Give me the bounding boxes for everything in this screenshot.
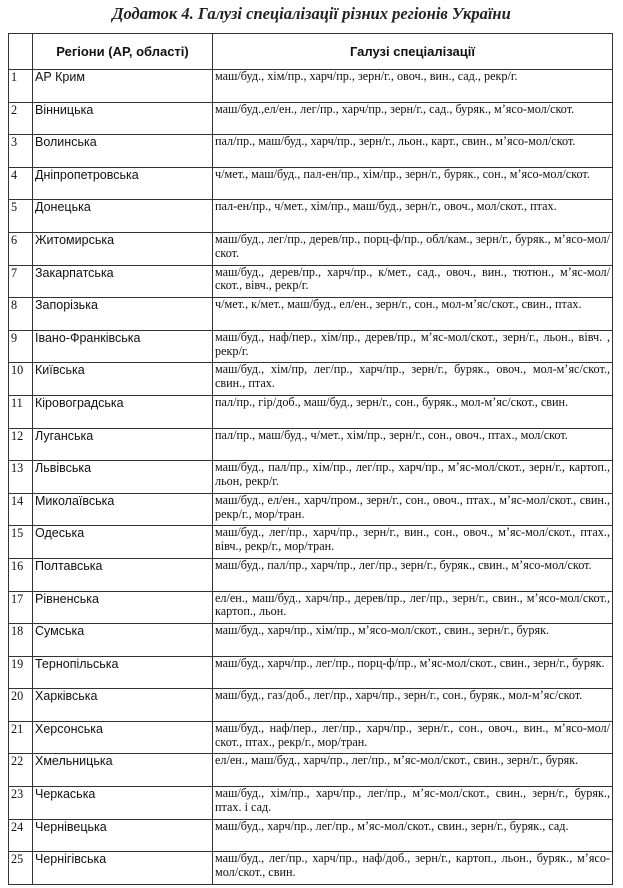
table-row — [9, 754, 613, 787]
region-column-header: Регіони (АР, області) — [33, 34, 213, 70]
table-row — [9, 265, 613, 298]
table-row — [9, 428, 613, 461]
row-number: 20 — [9, 689, 33, 722]
row-number: 22 — [9, 754, 33, 787]
row-number: 7 — [9, 265, 33, 298]
table-row — [9, 232, 613, 265]
specialization-branches: маш/буд., харч/пр., лег/пр., м’яс-мол/скот., свин., зерн/г., буряк., сад. — [213, 819, 613, 852]
region-name: Тернопільська — [33, 656, 213, 689]
table-row — [9, 787, 613, 820]
row-number: 15 — [9, 526, 33, 559]
table-row — [9, 461, 613, 494]
region-name: Полтавська — [33, 558, 213, 591]
table-row — [9, 363, 613, 396]
row-number: 3 — [9, 135, 33, 168]
table-row — [9, 656, 613, 689]
row-number: 8 — [9, 298, 33, 331]
table-row — [9, 526, 613, 559]
region-name: Волинська — [33, 135, 213, 168]
table-row — [9, 558, 613, 591]
number-column-header — [9, 34, 33, 70]
table-row — [9, 852, 613, 885]
region-name: Кіровоградська — [33, 395, 213, 428]
specialization-branches: пал/пр., маш/буд., ч/мет., хім/пр., зерн/г., сон., овоч., птах., мол/скот. — [213, 428, 613, 461]
row-number: 21 — [9, 721, 33, 754]
specialization-branches: маш/буд., лег/пр., харч/пр., зерн/г., вин., сон., овоч., м’яс-мол/скот., птах., вівч., рекр/г., мор/тран. — [213, 526, 613, 559]
row-number: 11 — [9, 395, 33, 428]
table-row — [9, 721, 613, 754]
region-name: Сумська — [33, 624, 213, 657]
table-row — [9, 298, 613, 331]
specialization-branches: маш/буд., харч/пр., хім/пр., м’ясо-мол/скот., свин., зерн/г., буряк. — [213, 624, 613, 657]
region-name: Рівненська — [33, 591, 213, 624]
region-name: Київська — [33, 363, 213, 396]
table-body — [9, 70, 613, 885]
table-row — [9, 819, 613, 852]
region-name: Чернівецька — [33, 819, 213, 852]
table-row — [9, 689, 613, 722]
specialization-branches: маш/буд., лег/пр., дерев/пр., порц-ф/пр., обл/кам., зерн/г., буряк., м’ясо-мол/скот. — [213, 232, 613, 265]
specialization-branches: маш/буд., ел/ен., харч/пром., зерн/г., сон., овоч., птах., м’яс-мол/скот., свин., рекр/г., мор/тран. — [213, 493, 613, 526]
table-row — [9, 200, 613, 233]
row-number: 4 — [9, 167, 33, 200]
table-row — [9, 135, 613, 168]
region-name: Запорізька — [33, 298, 213, 331]
region-name: Черкаська — [33, 787, 213, 820]
region-name: Вінницька — [33, 102, 213, 135]
row-number: 23 — [9, 787, 33, 820]
specialization-branches: маш/буд., газ/доб., лег/пр., харч/пр., зерн/г., сон., буряк., мол-м’яс/скот. — [213, 689, 613, 722]
region-name: Житомирська — [33, 232, 213, 265]
row-number: 16 — [9, 558, 33, 591]
region-name: Хмельницька — [33, 754, 213, 787]
specialization-branches: маш/буд., пал/пр., харч/пр., лег/пр., зерн/г., буряк., свин., м’ясо-мол/скот. — [213, 558, 613, 591]
specialization-branches: маш/буд., наф/пер., лег/пр., харч/пр., зерн/г., сон., овоч., вин., м’ясо-мол/скот., птах., рекр/г., мор/тран. — [213, 721, 613, 754]
row-number: 18 — [9, 624, 33, 657]
region-name: АР Крим — [33, 70, 213, 103]
region-name: Миколаївська — [33, 493, 213, 526]
table-row — [9, 493, 613, 526]
row-number: 5 — [9, 200, 33, 233]
specialization-branches: маш/буд.,ел/ен., лег/пр., харч/пр., зерн/г., сад., буряк., м’ясо-мол/скот. — [213, 102, 613, 135]
specialization-branches: пал-ен/пр., ч/мет., хім/пр., маш/буд., зерн/г., овоч., мол/скот., птах. — [213, 200, 613, 233]
row-number: 25 — [9, 852, 33, 885]
row-number: 13 — [9, 461, 33, 494]
table-row — [9, 395, 613, 428]
branches-column-header: Галузі спеціалізації — [213, 34, 613, 70]
specialization-branches: пал/пр., маш/буд., харч/пр., зерн/г., льон., карт., свин., м’ясо-мол/скот. — [213, 135, 613, 168]
specialization-branches: маш/буд., хім/пр, лег/пр., харч/пр., зерн/г., буряк., овоч., мол-м’яс/скот., свин., птах. — [213, 363, 613, 396]
row-number: 17 — [9, 591, 33, 624]
row-number: 6 — [9, 232, 33, 265]
row-number: 12 — [9, 428, 33, 461]
region-name: Луганська — [33, 428, 213, 461]
specialization-branches: ел/ен., маш/буд., харч/пр., лег/пр., м’яс-мол/скот., свин., зерн/г., буряк. — [213, 754, 613, 787]
region-name: Харківська — [33, 689, 213, 722]
region-name: Дніпропетровська — [33, 167, 213, 200]
table-row — [9, 167, 613, 200]
specialization-branches: маш/буд., хім/пр., харч/пр., зерн/г., овоч., вин., сад., рекр/г. — [213, 70, 613, 103]
region-name: Донецька — [33, 200, 213, 233]
table-row — [9, 102, 613, 135]
region-name: Чернігівська — [33, 852, 213, 885]
table-row — [9, 624, 613, 657]
row-number: 19 — [9, 656, 33, 689]
table-row — [9, 330, 613, 363]
specialization-branches: маш/буд., дерев/пр., харч/пр., к/мет., сад., овоч., вин., тютюн., м’яс-мол/ скот., вівч., рекр/г. — [213, 265, 613, 298]
row-number: 1 — [9, 70, 33, 103]
row-number: 2 — [9, 102, 33, 135]
table-header-row — [9, 34, 613, 70]
row-number: 9 — [9, 330, 33, 363]
page-title: Додаток 4. Галузі спеціалізації різних регіонів України — [112, 4, 511, 23]
region-name: Івано-Франківська — [33, 330, 213, 363]
table-row — [9, 70, 613, 103]
specialization-branches: маш/буд., хім/пр., харч/пр., лег/пр., м’яс-мол/скот., свин., зерн/г., буряк., птах. і сад. — [213, 787, 613, 820]
region-name: Львівська — [33, 461, 213, 494]
specialization-branches: пал/пр., гір/доб., маш/буд., зерн/г., сон., буряк., мол-м’яс/скот., свин. — [213, 395, 613, 428]
region-name: Закарпатська — [33, 265, 213, 298]
row-number: 24 — [9, 819, 33, 852]
specialization-branches: маш/буд., наф/пер., хім/пр., дерев/пр., м’яс-мол/скот., зерн/г., льон., вівч. , рекр/г. — [213, 330, 613, 363]
specialization-branches: маш/буд., лег/пр., харч/пр., наф/доб., зерн/г., картоп., льон., буряк., м’ясо-мол/скот., свин. — [213, 852, 613, 885]
specialization-table — [8, 33, 613, 885]
row-number: 10 — [9, 363, 33, 396]
region-name: Херсонська — [33, 721, 213, 754]
specialization-branches: ч/мет., маш/буд., пал-ен/пр., хім/пр., зерн/г., буряк., сон., м’ясо-мол/скот. — [213, 167, 613, 200]
specialization-branches: ч/мет., к/мет., маш/буд., ел/ен., зерн/г., сон., мол-м’яс/скот., свин., птах. — [213, 298, 613, 331]
specialization-branches: маш/буд., харч/пр., лег/пр., порц-ф/пр., м’яс-мол/скот., свин., зерн/г., буряк. — [213, 656, 613, 689]
specialization-branches: маш/буд., пал/пр., хім/пр., лег/пр., харч/пр., м’яс-мол/скот., зерн/г., картоп., льон, рекр/г. — [213, 461, 613, 494]
row-number: 14 — [9, 493, 33, 526]
region-name: Одеська — [33, 526, 213, 559]
specialization-branches: ел/ен., маш/буд., харч/пр., дерев/пр., лег/пр., зерн/г., свин., м’ясо-мол/скот., картоп., льон. — [213, 591, 613, 624]
table-row — [9, 591, 613, 624]
